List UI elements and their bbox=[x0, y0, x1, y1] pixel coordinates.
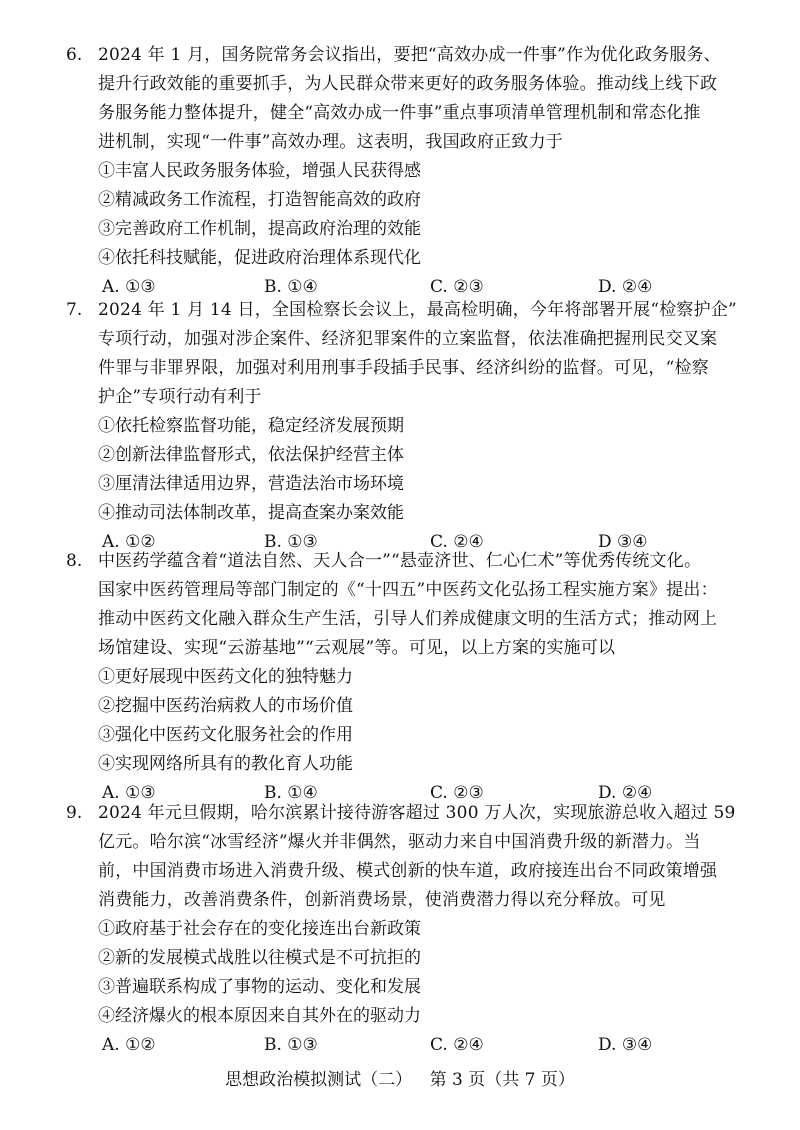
option-c[interactable]: C. ②④ bbox=[430, 1035, 484, 1055]
statement-3: ③普遍联系构成了事物的运动、变化和发展 bbox=[98, 977, 421, 997]
stem-line: 亿元。哈尔滨“冰雪经济”爆火并非偶然，驱动力来自中国消费升级的新潜力。当 bbox=[98, 832, 701, 852]
option-c[interactable]: C. ②③ bbox=[430, 277, 484, 297]
stem-line: 提升行政效能的重要抓手，为人民群众带来更好的政务服务体验。推动线上线下政 bbox=[98, 74, 718, 94]
question-stem bbox=[98, 41, 774, 157]
option-b[interactable]: B. ①④ bbox=[264, 277, 318, 297]
option-d[interactable]: D ③④ bbox=[598, 532, 648, 552]
stem-line: 2024 年 1 月 14 日，全国检察长会议上，最高检明确，今年将部署开展“检察护企” bbox=[98, 300, 737, 320]
statement-1: ①依托检察监督功能，稳定经济发展预期 bbox=[98, 416, 404, 436]
statement-4: ④依托科技赋能，促进政府治理体系现代化 bbox=[98, 248, 421, 268]
statement-3: ③厘清法律适用边界，营造法治市场环境 bbox=[98, 474, 404, 494]
stem-line: 消费能力，改善消费条件，创新消费场景，使消费潜力得以充分释放。可见 bbox=[98, 890, 666, 910]
question-number: 6. bbox=[66, 45, 83, 65]
footer-page-number: 第 3 页（共 7 页） bbox=[429, 1070, 575, 1090]
option-d[interactable]: D. ③④ bbox=[598, 1035, 653, 1055]
stem-line: 护企”专项行动有利于 bbox=[98, 387, 262, 407]
statement-2: ②挖掘中医药治病救人的市场价值 bbox=[98, 696, 353, 716]
statement-1: ①政府基于社会存在的变化接连出台新政策 bbox=[98, 919, 421, 939]
question-stem bbox=[98, 799, 774, 915]
statement-2: ②新的发展模式战胜以往模式是不可抗拒的 bbox=[98, 948, 421, 968]
option-c[interactable]: C. ②④ bbox=[430, 532, 484, 552]
statement-3: ③完善政府工作机制，提高政府治理的效能 bbox=[98, 219, 421, 239]
statement-4: ④推动司法体制改革，提高查案办案效能 bbox=[98, 503, 404, 523]
statement-4: ④经济爆火的根本原因来自其外在的驱动力 bbox=[98, 1006, 421, 1026]
question-stem bbox=[98, 296, 774, 412]
question-number: 9. bbox=[66, 803, 83, 823]
stem-line: 推动中医药文化融入群众生产生活，引导人们养成健康文明的生活方式；推动网上 bbox=[98, 609, 718, 629]
option-a[interactable]: A. ①② bbox=[102, 532, 156, 552]
option-b[interactable]: B. ①④ bbox=[264, 783, 318, 803]
option-d[interactable]: D. ②④ bbox=[598, 277, 653, 297]
stem-line: 中医药学蕴含着“道法自然、天人合一”“悬壶济世、仁心仁术”等优秀传统文化。 bbox=[98, 551, 702, 571]
statement-1: ①更好展现中医药文化的独特魅力 bbox=[98, 667, 353, 687]
stem-line: 务服务能力整体提升，健全“高效办成一件事”重点事项清单管理机制和常态化推 bbox=[98, 103, 701, 123]
option-a[interactable]: A. ①③ bbox=[102, 783, 156, 803]
question-7 bbox=[66, 296, 774, 557]
question-number: 7. bbox=[66, 300, 83, 320]
footer-subject: 思想政治模拟测试（二） bbox=[225, 1070, 413, 1090]
question-6 bbox=[66, 41, 774, 302]
stem-line: 2024 年元旦假期，哈尔滨累计接待游客超过 300 万人次，实现旅游总收入超过 59 bbox=[98, 803, 736, 823]
statement-1: ①丰富人民政务服务体验，增强人民获得感 bbox=[98, 161, 421, 181]
stem-line: 场馆建设、实现“云游基地”“云观展”等。可见，以上方案的实施可以 bbox=[98, 638, 616, 658]
stem-line: 专项行动，加强对涉企案件、经济犯罪案件的立案监督，依法准确把握刑民交叉案 bbox=[98, 329, 718, 349]
stem-line: 2024 年 1 月，国务院常务会议指出，要把“高效办成一件事”作为优化政务服务、 bbox=[98, 45, 721, 65]
option-a[interactable]: A. ①③ bbox=[102, 277, 156, 297]
statement-2: ②创新法律监督形式，依法保护经营主体 bbox=[98, 445, 404, 465]
statement-3: ③强化中医药文化服务社会的作用 bbox=[98, 725, 353, 745]
stem-line: 前，中国消费市场进入消费升级、模式创新的快车道，政府接连出台不同政策增强 bbox=[98, 861, 718, 881]
stem-line: 进机制，实现“一件事”高效办理。这表明，我国政府正致力于 bbox=[98, 132, 563, 152]
page-footer bbox=[0, 1068, 800, 1092]
stem-line: 国家中医药管理局等部门制定的《“十四五”中医药文化弘扬工程实施方案》提出： bbox=[98, 580, 718, 600]
option-b[interactable]: B. ①③ bbox=[264, 1035, 318, 1055]
option-b[interactable]: B. ①③ bbox=[264, 532, 318, 552]
answer-options bbox=[98, 1031, 774, 1060]
option-c[interactable]: C. ②③ bbox=[430, 783, 484, 803]
question-stem bbox=[98, 547, 774, 663]
statement-4: ④实现网络所具有的教化育人功能 bbox=[98, 754, 353, 774]
stem-line: 件罪与非罪界限，加强对利用刑事手段插手民事、经济纠纷的监督。可见，“检察 bbox=[98, 358, 709, 378]
option-d[interactable]: D. ②④ bbox=[598, 783, 653, 803]
statement-2: ②精减政务工作流程，打造智能高效的政府 bbox=[98, 190, 421, 210]
question-8 bbox=[66, 547, 774, 808]
option-a[interactable]: A. ①② bbox=[102, 1035, 156, 1055]
question-9 bbox=[66, 799, 774, 1060]
question-number: 8. bbox=[66, 551, 83, 571]
